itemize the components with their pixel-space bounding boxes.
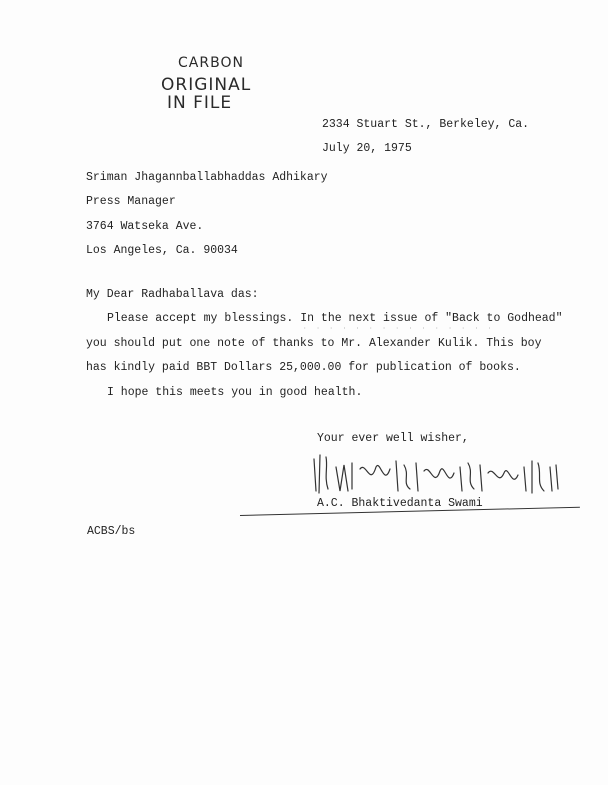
letter-date: July 20, 1975 [322,142,412,155]
body-line-1: Please accept my blessings. In the next issue of "Back to Godhead" [107,312,563,325]
sender-street: 2334 Stuart St., Berkeley, Ca. [322,118,530,131]
closing: Your ever well wisher, [317,432,469,445]
recipient-city: Los Angeles, Ca. 90034 [86,244,238,257]
faint-marks-decoration: · · · · · · · · · · · · · · · [303,325,495,332]
signatory-name: A.C. Bhaktivedanta Swami [317,497,483,510]
salutation: My Dear Radhaballava das: [86,288,259,301]
in-file-stamp: IN FILE [167,93,233,113]
carbon-stamp: CARBON [178,55,244,71]
body-line-2: you should put one note of thanks to Mr. Alexander Kulik. This boy [86,337,542,350]
original-stamp: ORIGINAL [161,75,252,95]
recipient-name: Sriman Jhagannballabhaddas Adhikary [86,171,328,184]
recipient-title: Press Manager [86,195,176,208]
recipient-street: 3764 Watseka Ave. [86,220,204,233]
reference-initials: ACBS/bs [87,525,136,538]
body-line-4: I hope this meets you in good health. [107,386,363,399]
body-line-3: has kindly paid BBT Dollars 25,000.00 for publication of books. [86,361,521,374]
signature-scribble [306,447,566,497]
